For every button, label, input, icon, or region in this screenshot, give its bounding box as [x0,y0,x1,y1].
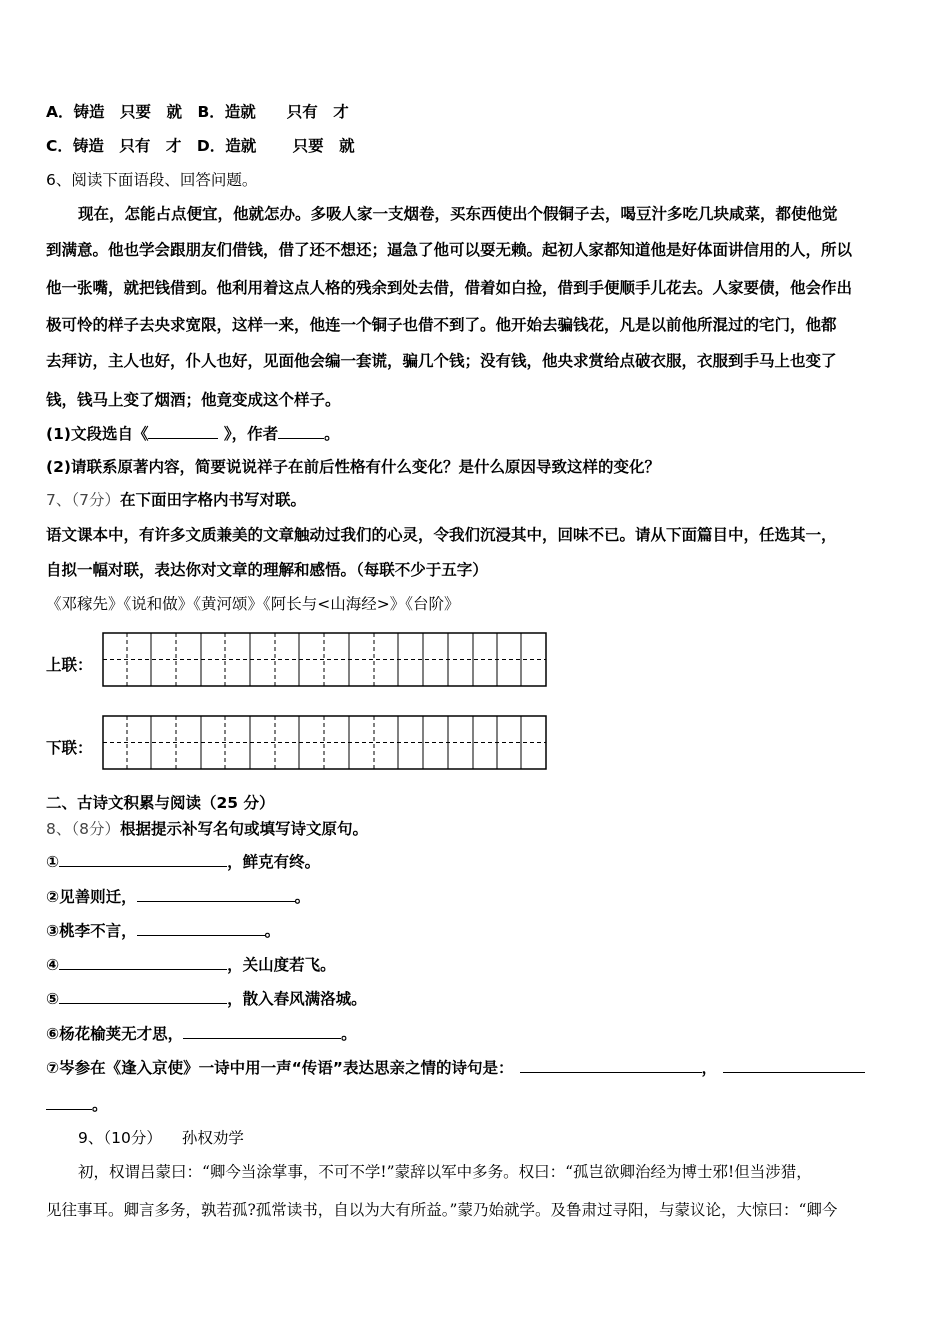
sub1-text-c: 。 [324,425,340,443]
section-2-heading: 二、古诗文积累与阅读（25 分） [46,794,275,812]
sub-question-2: (2)请联系原著内容，简要说说祥子在前后性格有什么变化？是什么原因导致这样的变化？ [46,458,660,476]
classical-text-line: 初，权谓吕蒙曰：“卿今当涂掌事，不可不学!”蒙辞以军中多务。权曰：“孤岂欲卿治经为博士邪!但当涉猎， [78,1163,812,1181]
passage-line: 他一张嘴，就把钱借到。他利用着这点人格的残余到处去借，借着如白捡，借到手便顺手儿花去。人家要债，他会作出 [46,278,853,297]
option-row-ab: A．铸造 只要 就 B．造就 只有 才 [46,103,349,121]
item-suffix: ，鲜克有终。 [227,853,321,871]
classical-text-line: 见往事耳。卿言多务，孰若孤?孤常读书，自以为大有所益。”蒙乃始就学。及鲁肃过寻阳，与蒙议论，大惊曰：“卿今 [46,1201,838,1219]
item-suffix: ，散入春风满洛城。 [227,990,367,1008]
item-prefix: ⑤ [46,990,60,1008]
sub1-text-a: (1)文段选自《 [46,425,149,443]
question-7-number: 7、（7分） [46,491,120,509]
fill-item-7-continued [46,1095,108,1115]
answer-blank[interactable] [59,955,227,970]
item-suffix: 。 [92,1096,108,1114]
item-suffix: ，关山度若飞。 [227,956,336,974]
item-suffix: 。 [264,922,281,940]
item-prefix: ④ [46,956,60,974]
q7-line: 语文课本中，有许多文质兼美的文章触动过我们的心灵，令我们沉浸其中，回味不已。请从下面篇目中，任选其一， [46,526,837,544]
answer-blank[interactable] [59,989,227,1004]
question-8-number: 8、（8分） [46,820,120,838]
question-9-title [78,1128,244,1148]
question-7-text: 在下面田字格内书写对联。 [119,491,306,509]
option-row-cd: C．铸造 只有 才 D．造就 只要 就 [46,137,355,155]
answer-blank[interactable] [137,887,295,902]
question-6-title: 6、阅读下面语段、回答问题。 [46,171,258,189]
answer-blank[interactable] [137,921,265,936]
fill-item-2 [46,887,310,907]
item-prefix: ① [46,853,60,871]
passage-line: 钱，钱马上变了烟酒；他竟变成这个样子。 [46,390,341,409]
item-prefix: ⑦岑参在《逢入京使》一诗中用一声“传语”表达思亲之情的诗句是： [46,1059,514,1077]
upper-couplet-label: 上联： [46,656,93,674]
question-9-number: 9、（10分） [78,1129,162,1147]
item-suffix: 。 [294,888,311,906]
passage-line: 去拜访，主人也好，仆人也好，见面他会编一套谎，骗几个钱；没有钱，他央求赏给点破衣服，衣服到手马上也变了 [46,351,837,370]
fill-item-6 [46,1024,357,1044]
sub1-text-b: 》，作者 [218,425,279,443]
author-blank[interactable] [278,424,324,439]
book-title-blank[interactable] [148,424,218,439]
fill-item-3 [46,921,280,941]
answer-blank[interactable] [723,1058,865,1073]
fill-item-5 [46,989,367,1009]
item-prefix: ③桃李不言， [46,922,137,940]
fill-item-7 [46,1058,865,1078]
answer-blank[interactable] [59,852,227,867]
sub-question-1 [46,424,340,444]
answer-blank[interactable] [46,1095,92,1110]
question-7-title [46,490,306,510]
lower-couplet-grid[interactable] [102,715,548,771]
item-suffix: 。 [341,1025,357,1043]
passage-line: 极可怜的样子去央求宽限，这样一来，他连一个铜子也借不到了。他开始去骗钱花，凡是以前他所混过的宅门，他都 [46,315,837,334]
item-separator: ， [701,1059,718,1077]
fill-item-1 [46,852,320,872]
article-titles: 《邓稼先》《说和做》《黄河颂》《阿长与<山海经>》《台阶》 [46,595,460,613]
answer-blank[interactable] [183,1024,341,1039]
answer-blank[interactable] [520,1058,702,1073]
lower-couplet-label: 下联： [46,739,93,757]
question-9-text: 孙权劝学 [181,1129,244,1147]
upper-couplet-grid[interactable] [102,632,548,688]
q7-line: 自拟一幅对联，表达你对文章的理解和感悟。（每联不少于五字） [46,561,488,579]
item-prefix: ⑥杨花榆荚无才思， [46,1025,184,1043]
question-8-title [46,819,368,839]
fill-item-4 [46,955,336,975]
question-8-text: 根据提示补写名句或填写诗文原句。 [119,820,368,838]
passage-line: 现在，怎能占点便宜，他就怎办。多吸人家一支烟卷，买东西使出个假铜子去，喝豆汁多吃几块咸菜，都使他觉 [78,204,838,223]
item-prefix: ②见善则迁， [46,888,137,906]
passage-line: 到满意。他也学会跟朋友们借钱，借了还不想还；逼急了他可以耍无赖。起初人家都知道他是好体面讲信用的人，所以 [46,240,853,259]
